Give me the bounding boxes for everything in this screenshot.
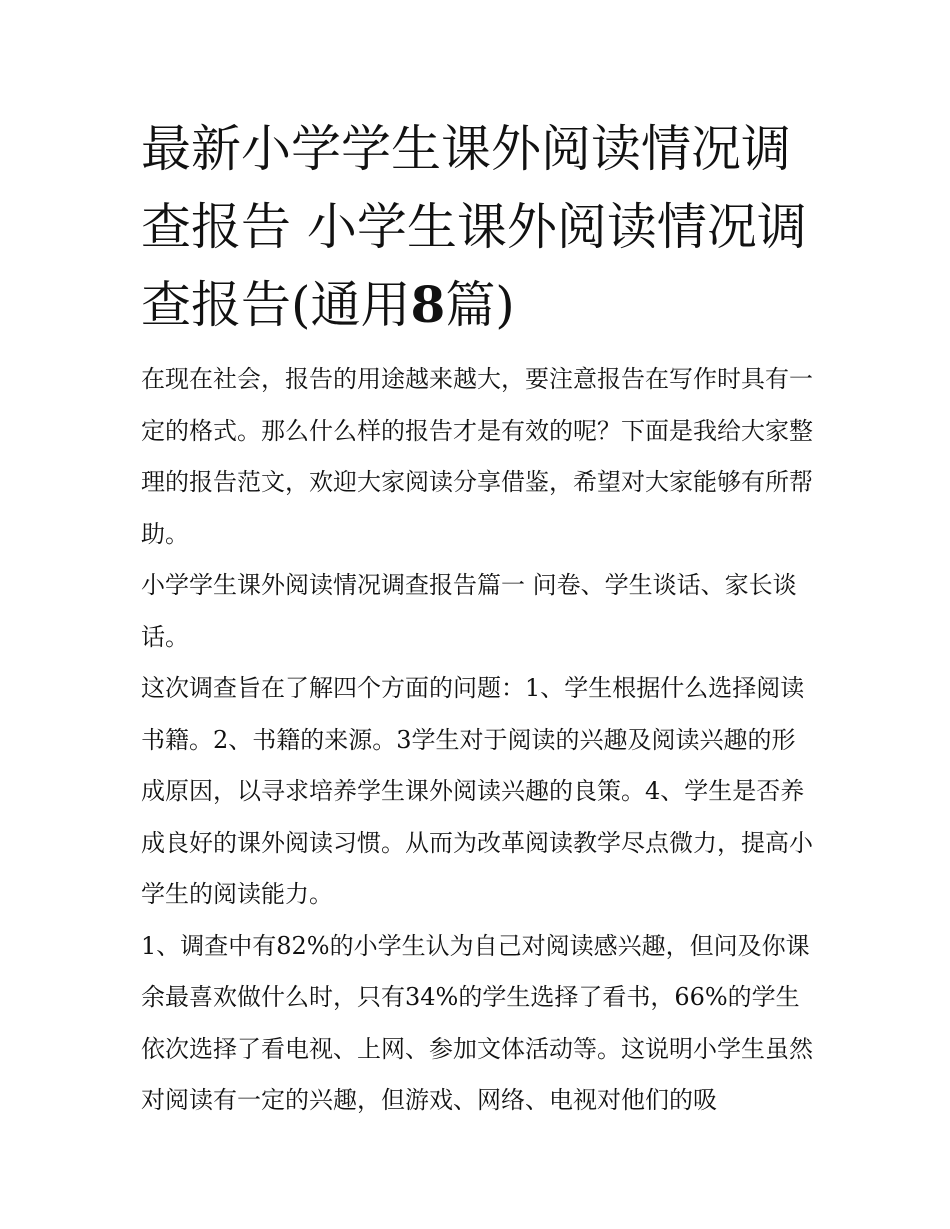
- section-heading-paragraph: 小学学生课外阅读情况调查报告篇一 问卷、学生谈话、家长谈话。: [141, 571, 797, 651]
- title-line-3-suffix: 篇): [445, 276, 515, 334]
- title-line-3-number: 8: [410, 275, 446, 334]
- title-line-2: 查报告 小学生课外阅读情况调: [141, 198, 807, 256]
- title-line-1: 最新小学学生课外阅读情况调: [141, 120, 791, 178]
- title-line-3-prefix: 查报告(通用: [141, 276, 411, 334]
- finding-1-paragraph: 1、调查中有82%的小学生认为自己对阅读感兴趣，但问及你课余最喜欢做什么时，只有34%的学生选择了看书，66%的学生依次选择了看电视、上网、参加文体活动等。这说明小学生虽然对阅读有一定的兴趣，但游戏、网络、电视对他们的吸: [141, 931, 813, 1114]
- document-body: [141, 110, 816, 1127]
- survey-purpose-paragraph: 这次调查旨在了解四个方面的问题：1、学生根据什么选择阅读书籍。2、书籍的来源。3学生对于阅读的兴趣及阅读兴趣的形成原因，以寻求培养学生课外阅读兴趣的良策。4、学生是否养成良好的课外阅读习惯。从而为改革阅读教学尽点微力，提高小学生的阅读能力。: [141, 674, 813, 908]
- document-title: [141, 110, 816, 344]
- intro-paragraph: 在现在社会，报告的用途越来越大，要注意报告在写作时具有一定的格式。那么什么样的报告才是有效的呢？下面是我给大家整理的报告范文，欢迎大家阅读分享借鉴，希望对大家能够有所帮助。: [141, 365, 813, 548]
